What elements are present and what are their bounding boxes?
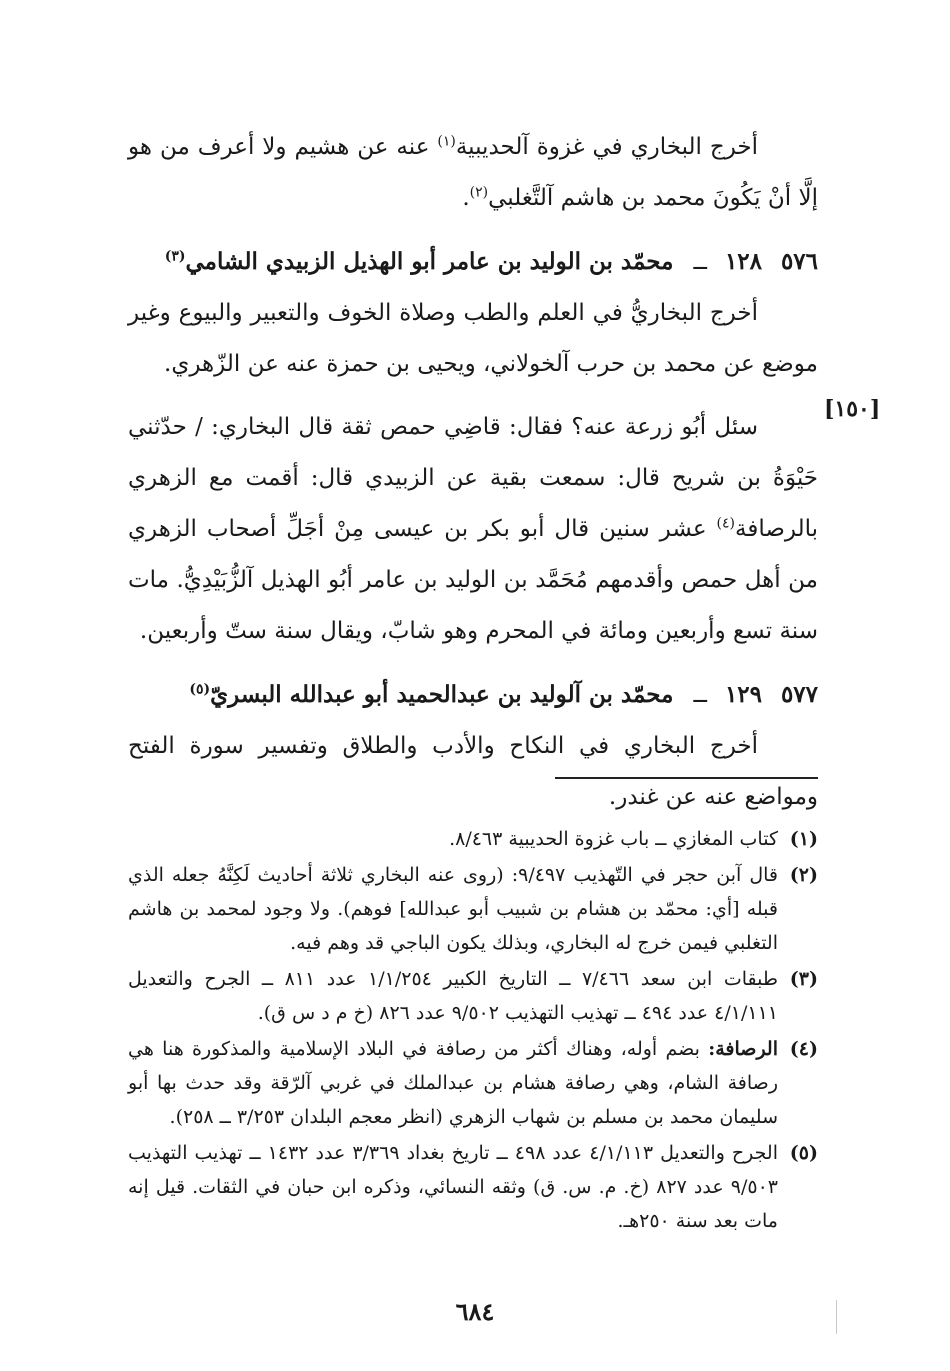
footnote: [128, 1032, 818, 1134]
entry-name: [165, 236, 682, 287]
footnote-number: (٤): [789, 1038, 818, 1060]
entry-dash: ــ: [693, 249, 707, 275]
footnote-text: قال آبن حجر في التّهذيب ٩/٤٩٧: (روى عنه البخاري ثلاثة أحاديث لَكِنَّهُ جعله الذي قبله [أي: محمّد بن هشام بن شبيب أبو عبدالله] فوهم). ولا وجود لمحمد بن هاشم التغلبي فيمن خرج له البخاري، وبذلك يكون الباجي قد وهم فيه.: [128, 864, 778, 954]
footnote-ref-3: (٣): [164, 248, 186, 265]
footnote-number: (٢): [789, 864, 818, 886]
footnote-ref-2: (٢): [469, 184, 489, 201]
paragraph-1-cont: عنه عن هشيم ولا أعرف من هو إلَّا أنْ يَكُونَ محمد بن هاشم آلتَّغلبي: [128, 134, 818, 211]
footnote-lead: الرصافة:: [708, 1038, 778, 1060]
footnotes: [128, 822, 818, 1240]
entry-sequence: ١٢٩: [724, 681, 762, 708]
entry-sequence: ١٢٨: [724, 248, 762, 275]
footnote-separator: [555, 777, 818, 779]
spacer: [128, 657, 818, 669]
footnote-text: الجرح والتعديل ٤/١/١١٣ عدد ٤٩٨ ــ تاريخ بغداد ٣/٣٦٩ عدد ١٤٣٢ ــ تهذيب التهذيب ٩/٥٠٣ عدد ٨٢٧ (خ. م. س. ق) وثقه النسائي، وذكره ابن حبان في الثقات. قيل إنه مات بعد سنة ٢٥٠هـ.: [128, 1142, 779, 1232]
entry-name: [189, 669, 681, 720]
footnote-ref-5: (٥): [189, 681, 211, 698]
paragraph-3: [128, 402, 818, 657]
paragraph-2: أخرج البخاريُّ في العلم والطب وصلاة الخوف والتعبير والبيوع وغير موضع عن محمد بن حرب آلخولاني، ويحيى بن حمزة عنه عن الزّهري.: [128, 300, 818, 377]
spacer: [128, 390, 818, 402]
entry-heading-577: [128, 669, 818, 721]
spacer: [128, 224, 818, 236]
paragraph-3-text: سئل أبُو زرعة عنه؟ فقال: قاضِي حمص ثقة قال البخاري: / حدّثني حَيْوَةُ بن شريح قال: سمعت بقية عن الزبيدي قال: أقمت مع الزهري بالرصافة: [128, 414, 818, 542]
entry-dash: ــ: [693, 682, 707, 708]
main-text: [128, 122, 818, 823]
footnote: [128, 1136, 818, 1238]
entry-number: ٥٧٦: [780, 248, 818, 275]
paragraph-1: [128, 122, 818, 224]
footnote: [128, 822, 818, 856]
scan-edge-mark: [836, 1300, 837, 1334]
footnote-text: [128, 1032, 778, 1134]
footnote-text: طبقات ابن سعد ٧/٤٦٦ ــ التاريخ الكبير ١/١/٢٥٤ عدد ٨١١ ــ الجرح والتعديل ٤/١/١١١ عدد ٤٩٤ ــ تهذيب التهذيب ٩/٥٠٢ عدد ٨٢٦ (خ م د س ق).: [128, 968, 778, 1024]
entry-name-text: محمّد بن الوليد بن عامر أبو الهذيل الزبيدي الشامي: [185, 248, 674, 275]
paragraph-3-cont: عشر سنين قال أبو بكر بن عيسى مِنْ أجَلِّ أصحاب الزهري من أهل حمص وأقدمهم مُحَمَّد بن الوليد بن عامر أبُو الهذيل آلزُّبَيْدِيُّ. مات سنة تسع وأربعين ومائة في المحرم وهو شابّ، ويقال سنة ستّ وأربعين.: [128, 516, 818, 644]
entry-heading-576: [128, 236, 818, 288]
paragraph-1-text: أخرج البخاري في غزوة آلحديبية: [455, 134, 758, 160]
paragraph-4: أخرج البخاري في النكاح والأدب والطلاق وتفسير سورة الفتح ومواضع عنه عن غندر.: [128, 733, 818, 810]
entry-name-text: محمّد بن آلوليد بن عبدالحميد أبو عبدالله البسريّ: [210, 681, 674, 708]
footnote: [128, 858, 818, 960]
footnote-number: (٥): [789, 1142, 818, 1164]
footnote-ref-1: (١): [437, 133, 456, 150]
footnote: [128, 962, 818, 1030]
footnote-number: (٣): [789, 968, 818, 990]
entry-number: ٥٧٧: [780, 681, 818, 708]
paragraph-1-end: .: [462, 185, 470, 211]
footnote-number: (١): [789, 828, 818, 850]
footnote-body: بضم أوله، وهناك أكثر من رصافة في البلاد الإسلامية والمذكورة هنا هي رصافة الشام، وهي رصافة هشام بن عبدالملك في غربي آلرّقة وقد حدث بها أبو سليمان محمد بن مسلم بن شهاب الزهري (انظر معجم البلدان ٣/٢٥٣ ــ ٢٥٨).: [128, 1038, 778, 1128]
footnote-text: كتاب المغازي ــ باب غزوة الحديبية ٨/٤٦٣.: [449, 828, 778, 850]
page-number: ٦٨٤: [455, 1297, 495, 1326]
margin-page-marker: [١٥٠]: [824, 396, 881, 422]
footnote-ref-4: (٤): [716, 515, 736, 532]
